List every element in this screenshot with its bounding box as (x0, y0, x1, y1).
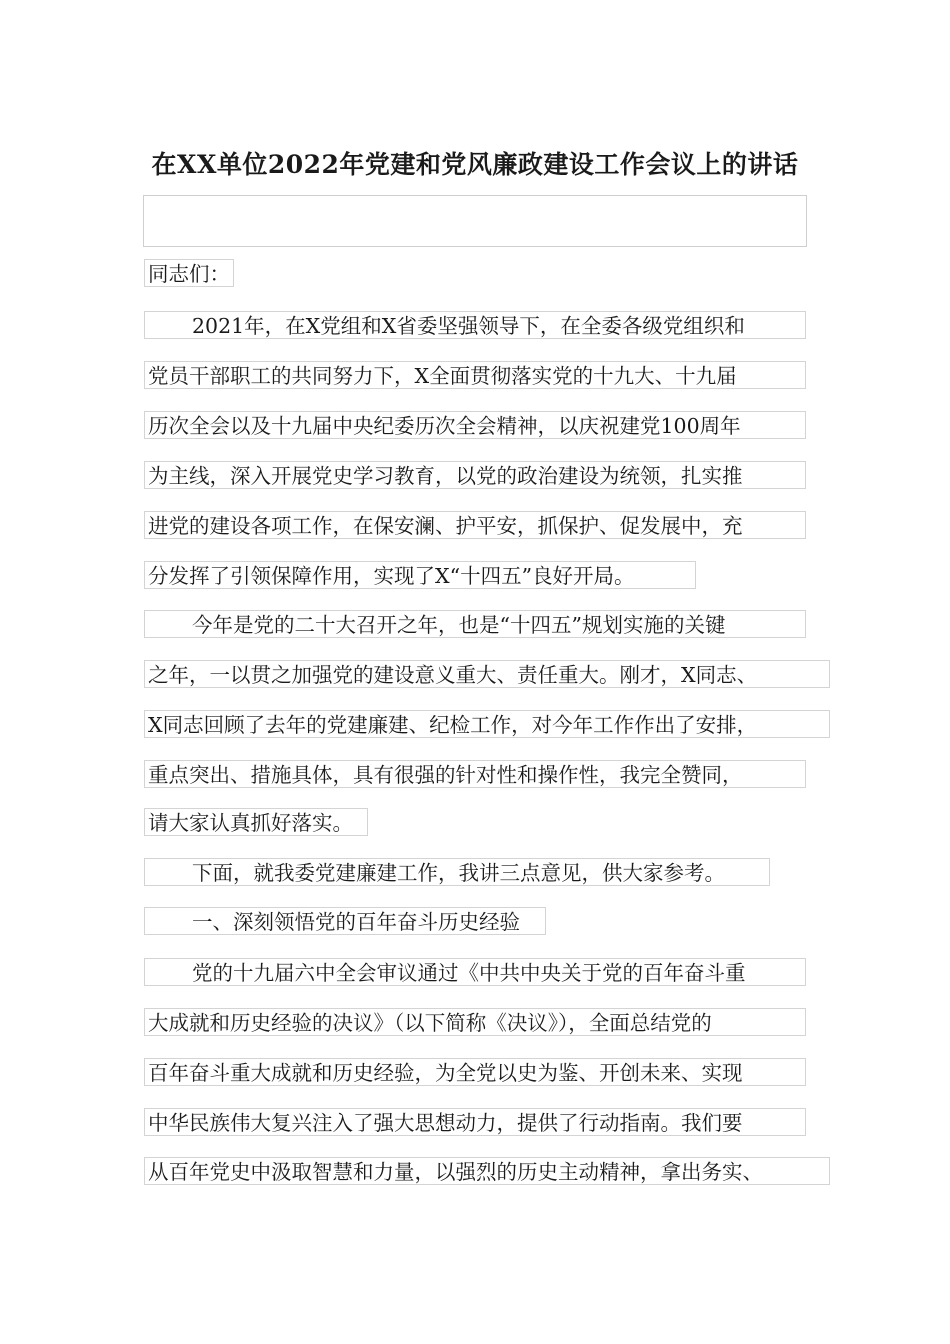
greeting-line: 同志们： (144, 259, 234, 287)
text-line: 中华民族伟大复兴注入了强大思想动力，提供了行动指南。我们要 (144, 1108, 806, 1136)
text-line: 进党的建设各项工作，在保安澜、护平安，抓保护、促发展中，充 (144, 511, 806, 539)
text-line: 分发挥了引领保障作用，实现了X“十四五”良好开局。 (144, 561, 696, 589)
text-line: 今年是党的二十大召开之年，也是“十四五”规划实施的关键 (144, 610, 806, 638)
text-line: 重点突出、措施具体，具有很强的针对性和操作性，我完全赞同， (144, 760, 806, 788)
text-line: 历次全会以及十九届中央纪委历次全会精神，以庆祝建党100周年 (144, 411, 806, 439)
text-line: 从百年党史中汲取智慧和力量，以强烈的历史主动精神，拿出务实、 (144, 1157, 830, 1185)
text-line: 大成就和历史经验的决议》（以下简称《决议》），全面总结党的 (144, 1008, 806, 1036)
text-line: 2021年，在X党组和X省委坚强领导下，在全委各级党组织和 (144, 311, 806, 339)
text-line: 党员干部职工的共同努力下，X全面贯彻落实党的十九大、十九届 (144, 361, 806, 389)
document-title: 在XX单位2022年党建和党风廉政建设工作会议上的讲话 (151, 150, 799, 179)
text-line: 为主线，深入开展党史学习教育，以党的政治建设为统领，扎实推 (144, 461, 806, 489)
text-line: 百年奋斗重大成就和历史经验，为全党以史为鉴、开创未来、实现 (144, 1058, 806, 1086)
text-line: 下面，就我委党建廉建工作，我讲三点意见，供大家参考。 (144, 858, 770, 886)
text-line: 党的十九届六中全会审议通过《中共中央关于党的百年奋斗重 (144, 958, 806, 986)
text-line: X同志回顾了去年的党建廉建、纪检工作，对今年工作作出了安排， (144, 710, 830, 738)
section-heading: 一、深刻领悟党的百年奋斗历史经验 (144, 907, 546, 935)
blank-field-box (143, 195, 807, 247)
text-line: 之年，一以贯之加强党的建设意义重大、责任重大。刚才，X同志、 (144, 660, 830, 688)
text-line: 请大家认真抓好落实。 (144, 808, 368, 836)
